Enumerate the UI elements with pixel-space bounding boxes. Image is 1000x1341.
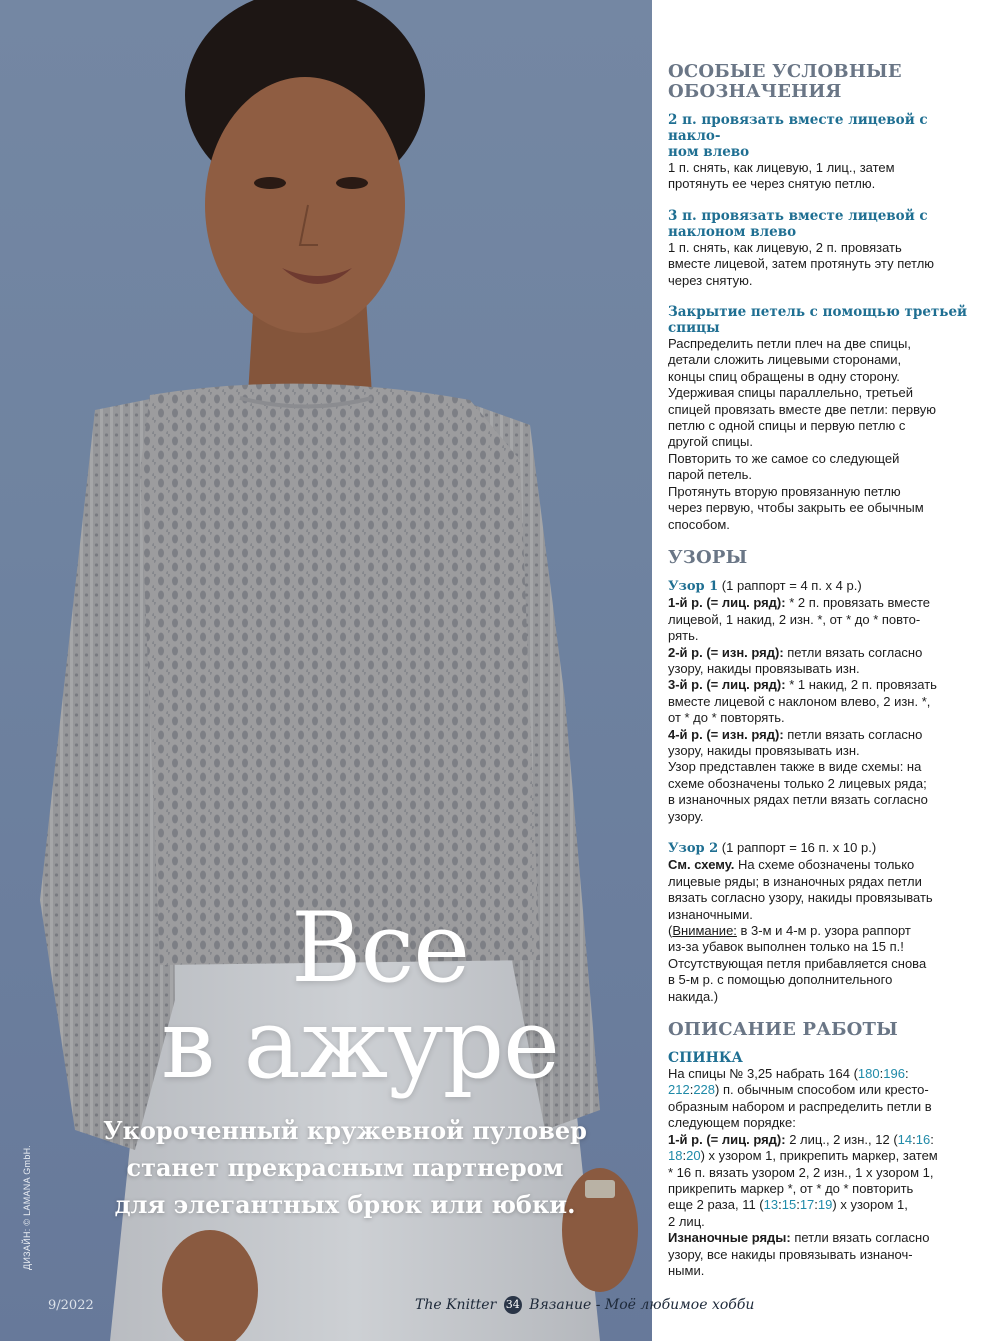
back-title: СПИНКА <box>668 1050 743 1067</box>
face <box>205 77 405 333</box>
headline <box>120 892 600 1100</box>
notation-item-3-title: Закрытие петель с помощью третьей спицы <box>668 304 968 337</box>
sweater <box>140 384 540 965</box>
footer-brand: The Knitter <box>415 1297 497 1313</box>
subhead-line-3: для элегантных брюк или юбки. <box>114 1190 576 1219</box>
back-instructions: На спицы № 3,25 набрать 164 (180:196: 212:228) п. обычным способом или кресто- образным набором и распределить петли в следующем порядке: 1-й р. (= лиц. ряд): 2 лиц., 2 изн., 12 (14:16: 18:20) х узором 1, прикрепить маркер, затем * 16 п. вязать узором 2, 2 изн., 1 х узором 1, прикрепить маркер *, от * до * повторить еще 2 раза, 11 (13:15:17:19) х узором 1, 2 лиц. Изнаночные ряды: петли вязать согласно узору, все накиды провязывать изнаноч- ными. <box>668 1066 938 1278</box>
notation-item-3: Закрытие петель с помощью третьей спицы Распределить петли плеч на две спицы, детали сложить лицевыми сторонами, концы спиц обращены в одну сторону. Удерживая спицы параллельно, третьей спицей провязать вместе две петли: первую петлю с одной спицы и первую петлю с другой спицы. Повторить то же самое со следующей парой петель. Протянуть вторую провязанную петлю через первую, чтобы закрыть ее обычным способом. <box>668 304 968 532</box>
patterns-title: УЗОРЫ <box>668 546 748 568</box>
notation-item-1-title: 2 п. провязать вместе лицевой с накло- ном влево <box>668 112 928 160</box>
special-notations-title: ОСОБЫЕ УСЛОВНЫЕ ОБОЗНАЧЕНИЯ <box>668 61 902 102</box>
instructions-column <box>668 62 968 1279</box>
subheadline <box>40 1112 650 1223</box>
footer-magazine: Вязание - Моё любимое хобби <box>529 1297 755 1313</box>
headline-line-1: Все <box>290 892 470 1004</box>
pattern-1: Узор 1 (1 раппорт = 4 п. х 4 р.) 1-й р. (= лиц. ряд): * 2 п. провязать вместе лицевой, 1 накид, 2 изн. *, от * до * повто- рять. 2-й р. (= изн. ряд): петли вязать согласно узору, накиды провязывать изн. 3-й р. (= лиц. ряд): * 1 накид, 2 п. провязать вместе лицевой с наклоном влево, 2 изн. *, от * до * повторять. 4-й р. (= изн. ряд): петли вязать согласно узору, накиды провязывать изн. Узор представлен также в виде схемы: на схеме обозначены только 2 лицевых ряда; в изнаночных рядах петли вязать согласно узору. <box>668 577 937 824</box>
design-credit: ДИЗАЙН: © LAMANA GmbH. <box>22 1144 32 1270</box>
notation-item-1: 2 п. провязать вместе лицевой с накло- ном влево 1 п. снять, как лицевую, 1 лиц., затем протянуть ее через снятую петлю. <box>668 112 968 193</box>
page-footer <box>415 1296 754 1314</box>
page-number: 34 <box>504 1296 522 1314</box>
work-description-title: ОПИСАНИЕ РАБОТЫ <box>668 1019 898 1041</box>
subhead-line-2: станет прекрасным партнером <box>126 1153 564 1182</box>
notation-item-2: 3 п. провязать вместе лицевой с наклоном влево 1 п. снять, как лицевую, 2 п. провязать вместе лицевой, затем протянуть эту петлю через снятую. <box>668 208 968 289</box>
headline-line-2: в ажуре <box>161 988 559 1100</box>
subhead-line-1: Укороченный кружевной пуловер <box>103 1116 587 1145</box>
pattern-2: Узор 2 (1 раппорт = 16 п. х 10 р.) См. схему. На схеме обозначены только лицевые ряды; в изнаночных рядах петли вязать согласно узору, накиды провязывать изнаночными. (Внимание: в 3-м и 4-м р. узора раппорт из-за убавок выполнен только на 15 п.! Отсутствующая петля прибавляется снова в 5-м р. с помощью дополнительного накида.) <box>668 840 933 1004</box>
notation-item-2-title: 3 п. провязать вместе лицевой с наклоном влево <box>668 207 928 240</box>
issue-number: 9/2022 <box>48 1298 94 1313</box>
